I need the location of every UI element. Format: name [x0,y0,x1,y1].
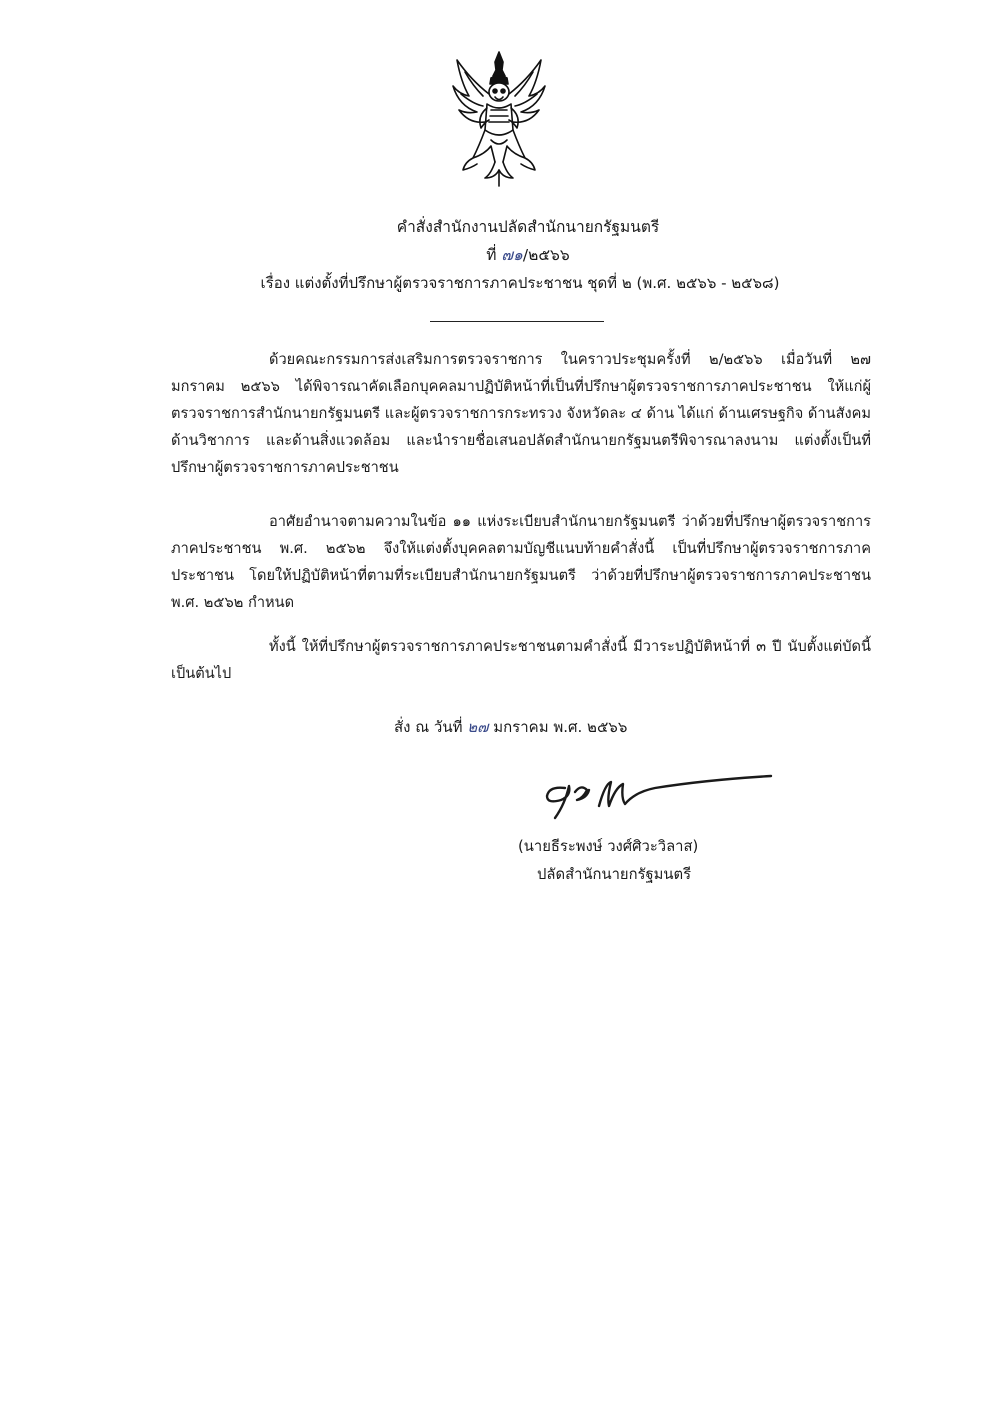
paragraph-2-text: อาศัยอำนาจตามความในข้อ ๑๑ แห่งระเบียบสำนักนายกรัฐมนตรี ว่าด้วยที่ปรึกษาผู้ตรวจราชการภาคประชาชน พ.ศ. ๒๕๖๒ จึงให้แต่งตั้งบุคคลตามบัญชีแนบท้ายคำสั่งนี้ เป็นที่ปรึกษาผู้ตรวจราชการภาคประชาชน โดยให้ปฏิบัติหน้าที่ตามที่ระเบียบสำนักนายกรัฐมนตรี ว่าด้วยที่ปรึกษาผู้ตรวจราชการภาคประชาชน พ.ศ. ๒๕๖๒ กำหนด [171,513,871,611]
date-prefix: สั่ง ณ วันที่ [394,718,468,736]
paragraph-1-text: ด้วยคณะกรรมการส่งเสริมการตรวจราชการ ในคราวประชุมครั้งที่ ๒/๒๕๖๖ เมื่อวันที่ ๒๗ มกราคม ๒๕๖๖ ได้พิจารณาคัดเลือกบุคคลมาปฏิบัติหน้าที่เป็นที่ปรึกษาผู้ตรวจราชการภาคประชาชน ให้แก่ผู้ตรวจราชการสำนักนายกรัฐมนตรี และผู้ตรวจราชการกระทรวง จังหวัดละ ๔ ด้าน ได้แก่ ด้านเศรษฐกิจ ด้านสังคม ด้านวิชาการ และด้านสิ่งแวดล้อม และนำรายชื่อเสนอปลัดสำนักนายกรัฐมนตรีพิจารณาลงนาม แต่งตั้งเป็นที่ปรึกษาผู้ตรวจราชการภาคประชาชน [171,351,871,476]
order-number-prefix: ที่ [486,246,502,264]
paragraph-1 [171,346,871,481]
order-number [32,242,992,268]
signatory-name: (นายธีระพงษ์ วงศ์ศิวะวิลาส) [518,838,699,855]
order-date [394,714,627,740]
order-subject: เรื่อง แต่งตั้งที่ปรึกษาผู้ตรวจราชการภาคประชาชน ชุดที่ ๒ (พ.ศ. ๒๕๖๖ - ๒๕๖๘) [260,274,780,292]
order-title: คำสั่งสำนักงานปลัดสำนักนายกรัฐมนตรี [396,218,660,236]
date-suffix: มกราคม พ.ศ. ๒๕๖๖ [488,718,628,736]
paragraph-2 [171,508,871,616]
order-number-suffix: /๒๕๖๖ [522,246,570,264]
date-day-handwritten: ๒๗ [467,718,489,736]
paragraph-3-text: ทั้งนี้ ให้ที่ปรึกษาผู้ตรวจราชการภาคประชาชนตามคำสั่งนี้ มีวาระปฏิบัติหน้าที่ ๓ ปี นับตั้งแต่บัดนี้เป็นต้นไป [171,638,871,682]
divider [430,321,604,322]
signatory-position: ปลัดสำนักนายกรัฐมนตรี [537,866,692,883]
paragraph-3 [171,633,871,687]
garuda-emblem-icon [451,50,547,188]
order-number-handwritten: ๗๑ [501,246,523,264]
handwritten-signature [535,768,775,824]
